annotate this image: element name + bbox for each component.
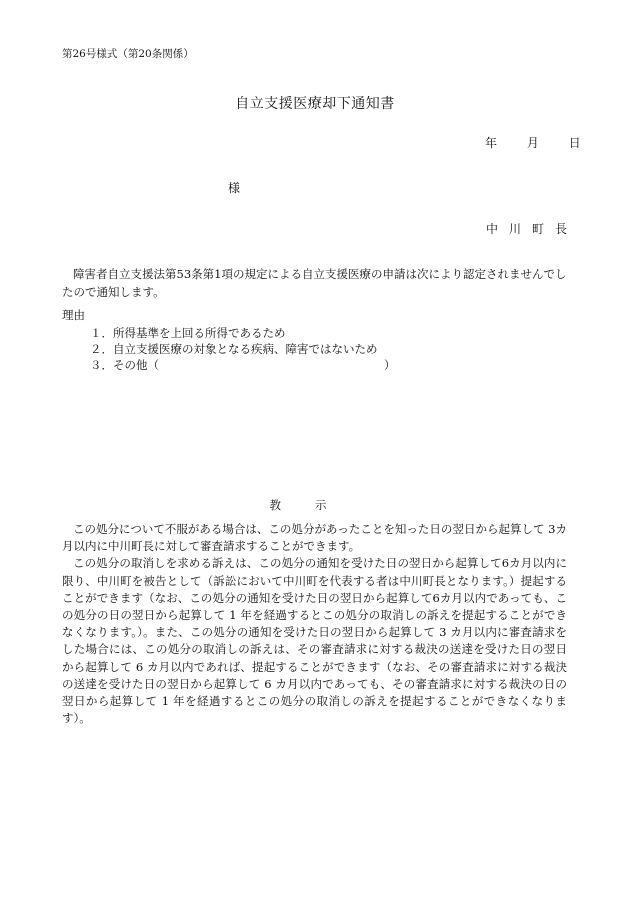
date-line	[485, 134, 581, 151]
notice-body: 障害者自立支援法第53条第1項の規定による自立支援医療の申請は次により認定されませんでしたので通知します。	[62, 267, 567, 299]
reason-item-other	[90, 357, 396, 373]
instruction-heading-text: 教示	[269, 498, 361, 512]
reason-item: ２．自立支援医療の対象となる疾病、障害ではないため	[90, 342, 378, 356]
addressee-suffix: 様	[228, 181, 241, 195]
reason-other-label: ３．その他（	[90, 358, 159, 372]
reason-heading: 理由	[62, 308, 85, 322]
issuer: 中川町長	[486, 222, 579, 236]
date-day: 日	[568, 136, 581, 150]
instruction-body	[62, 521, 567, 727]
form-number: 第26号様式（第20条関係）	[62, 48, 194, 60]
date-year: 年	[485, 136, 498, 150]
reason-other-close: ）	[384, 358, 396, 372]
instruction-paragraph: この処分の取消しを求める訴えは、この処分の通知を受けた日の翌日から起算して6カ月以内に限り、中川町を被告として（訴訟において中川町を代表する者は中川町長となります。）提起することができます（なお、この処分の通知を受けた日の翌日から起算して6カ月以内であっても、この処分の日の翌日から起算して 1 年を経過するとこの処分の取消しの訴えを提起することができなくなります。）。また、この処分の通知を受けた日の翌日から起算して 3 カ月以内に審査請求をした場合には、この処分の取消しの訴えは、その審査請求に対する裁決の送達を受けた日の翌日から起算して 6 カ月以内であれば、提起することができます（なお、その審査請求に対する裁決の送達を受けた日の翌日から起算して 6 カ月以内であっても、その審査請求に対する裁決の日の翌日から起算して 1 年を経過するとこの処分の取消しの訴えを提起することができなくなります）。	[62, 556, 567, 726]
instruction-paragraph: この処分について不服がある場合は、この処分があったことを知った日の翌日から起算して 3カ月以内に中川町長に対して審査請求することができます。	[62, 522, 567, 554]
reason-item: １．所得基準を上回る所得であるため	[90, 326, 286, 340]
document-title: 自立支援医療却下通知書	[235, 96, 395, 112]
date-month: 月	[526, 136, 539, 150]
instruction-heading	[0, 497, 630, 513]
